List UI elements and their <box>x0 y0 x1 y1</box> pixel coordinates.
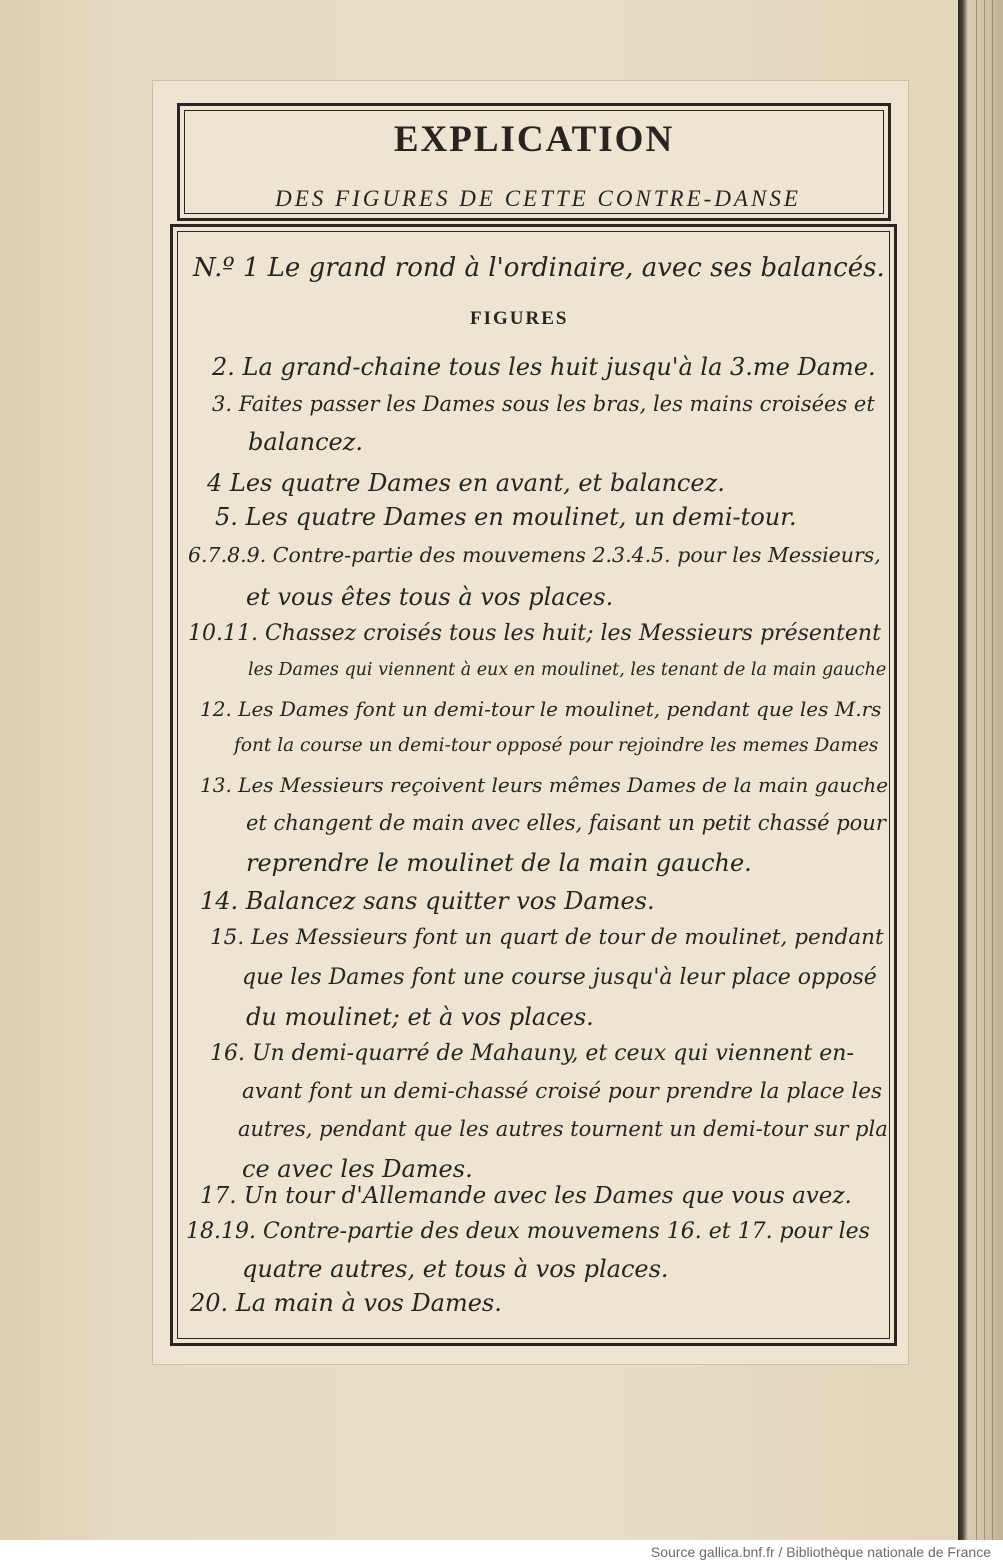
line-figure-13-cont: et changent de main avec elles, faisant un petit chassé pour <box>246 811 886 835</box>
line-figure-1: N.º 1 Le grand rond à l'ordinaire, avec ses balancés. <box>193 253 885 283</box>
line-figure-13-cont-2: reprendre le moulinet de la main gauche. <box>246 849 752 877</box>
line-figure-12-cont: font la course un demi-tour opposé pour rejoindre les memes Dames <box>234 735 879 756</box>
line-figure-13: 13. Les Messieurs reçoivent leurs mêmes Dames de la main gauche <box>200 773 889 797</box>
source-credit: Source gallica.bnf.fr / Bibliothèque nationale de France <box>650 1544 991 1560</box>
figures-heading: FIGURES <box>470 308 569 329</box>
document-subtitle: DES FIGURES DE CETTE CONTRE-DANSE <box>275 186 801 211</box>
line-figure-3: 3. Faites passer les Dames sous les bras, les mains croisées et <box>212 392 875 416</box>
line-figure-15: 15. Les Messieurs font un quart de tour de moulinet, pendant <box>210 925 884 950</box>
line-figure-6-9: 6.7.8.9. Contre-partie des mouvemens 2.3.4.5. pour les Messieurs, <box>188 543 881 567</box>
line-figure-17: 17. Un tour d'Allemande avec les Dames que vous avez. <box>200 1183 852 1209</box>
line-figure-15-cont: que les Dames font une course jusqu'à leur place opposé <box>242 965 877 990</box>
line-figure-16-cont: avant font un demi-chassé croisé pour prendre la place les <box>242 1079 883 1104</box>
line-figure-16-cont-3: ce avec les Dames. <box>242 1155 473 1183</box>
line-figure-6-9-cont: et vous êtes tous à vos places. <box>246 583 614 611</box>
line-figure-12: 12. Les Dames font un demi-tour le moulinet, pendant que les M.rs <box>200 697 882 721</box>
line-figure-18-19: 18.19. Contre-partie des deux mouvemens 16. et 17. pour les <box>186 1219 870 1244</box>
line-figure-14: 14. Balancez sans quitter vos Dames. <box>200 887 655 915</box>
line-figure-18-19-cont: quatre autres, et tous à vos places. <box>242 1255 669 1283</box>
line-figure-5: 5. Les quatre Dames en moulinet, un demi-tour. <box>215 503 797 531</box>
adjacent-page-edge <box>958 0 1003 1540</box>
line-figure-16-cont-2: autres, pendant que les autres tournent un demi-tour sur pla <box>238 1117 888 1141</box>
line-figure-3-cont: balancez. <box>248 428 364 456</box>
document-title: EXPLICATION <box>393 119 675 160</box>
line-figure-10-11-cont: les Dames qui viennent à eux en moulinet, les tenant de la main gauche <box>248 660 887 680</box>
line-figure-4: 4 Les quatre Dames en avant, et balancez. <box>207 469 725 497</box>
line-figure-16: 16. Un demi-quarré de Mahauny, et ceux qui viennent en- <box>210 1041 854 1066</box>
header-frame <box>177 103 891 221</box>
line-figure-15-cont-2: du moulinet; et à vos places. <box>246 1003 594 1031</box>
line-figure-10-11: 10.11. Chassez croisés tous les huit; les Messieurs présentent <box>188 621 881 646</box>
line-figure-2: 2. La grand-chaine tous les huit jusqu'à la 3.me Dame. <box>212 353 876 381</box>
line-figure-20: 20. La main à vos Dames. <box>190 1289 502 1317</box>
